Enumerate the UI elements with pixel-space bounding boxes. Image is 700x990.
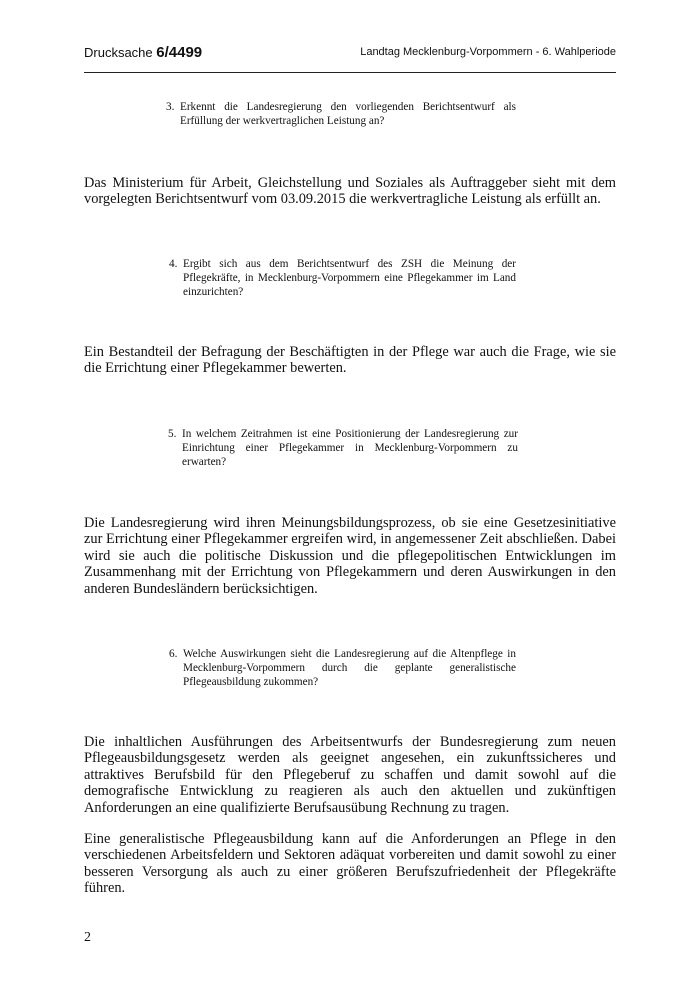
- answer-5: Die Landesregierung wird ihren Meinungsbildungsprozess, ob sie eine Gesetzesinitiative zur Errichtung einer Pflegekammer ergreifen wird, in angemessener Zeit abschließen. Dabei wird sie auch die politische Diskussion und die pflegepolitischen Entwicklungen im Zusammenhang mit der Errichtung von Pflegekammern und deren Auswirkungen in den anderen Bundesländern berücksichtigen.: [84, 515, 616, 597]
- question-3: [166, 100, 516, 128]
- question-4: [169, 257, 516, 299]
- answer-6: Die inhaltlichen Ausführungen des Arbeitsentwurfs der Bundesregierung zum neuen Pflegeausbildungsgesetz werden als geeignet angesehen, ein zukunftssicheres und attraktives Berufsbild für den Pflegeberuf zu schaffen und damit sowohl auf die demografische Entwicklung zu reagieren als auch den aktuellen und zukünftigen Anforderungen an eine qualifizierte Berufsausübung Rechnung zu tragen.: [84, 734, 616, 816]
- question-text: Erkennt die Landesregierung den vorliegenden Berichtsentwurf als Erfüllung der werkvertraglichen Leistung an?: [180, 101, 516, 127]
- document-label: Drucksache: [84, 45, 157, 60]
- question-number: 5.: [168, 428, 177, 440]
- question-5: [168, 427, 518, 469]
- question-text: Ergibt sich aus dem Berichtsentwurf des ZSH die Meinung der Pflegekräfte, in Mecklenburg-Vorpommern eine Pflegekammer im Land einzurichten?: [183, 258, 516, 298]
- page-number: 2: [84, 930, 91, 945]
- answer-6-continued: Eine generalistische Pflegeausbildung kann auf die Anforderungen an Pflege in den verschiedenen Arbeitsfeldern und Sektoren adäquat vorbereiten und damit sowohl zu einer besseren Versorgung als auch zu einer größeren Berufszufriedenheit der Pflegekräfte führen.: [84, 831, 616, 897]
- answer-4: Ein Bestandteil der Befragung der Beschäftigten in der Pflege war auch die Frage, wie sie die Errichtung einer Pflegekammer bewerten.: [84, 344, 616, 377]
- answer-3: Das Ministerium für Arbeit, Gleichstellung und Soziales als Auftraggeber sieht mit dem vorgelegten Berichtsentwurf vom 03.09.2015 die werkvertragliche Leistung als erfüllt an.: [84, 175, 616, 208]
- question-6: [169, 647, 516, 689]
- question-text: In welchem Zeitrahmen ist eine Positionierung der Landesregierung zur Einrichtung einer Pflegekammer in Mecklenburg-Vorpommern zu erwarten?: [182, 428, 518, 468]
- question-number: 6.: [169, 648, 178, 660]
- header-divider: [84, 72, 616, 73]
- document-number: [84, 44, 202, 61]
- question-number: 3.: [166, 101, 175, 113]
- document-number-value: 6/4499: [156, 44, 203, 61]
- question-text: Welche Auswirkungen sieht die Landesregierung auf die Altenpflege in Mecklenburg-Vorpommern durch die geplante generalistische Pflegeausbildung zukommen?: [183, 648, 516, 688]
- parliament-title: Landtag Mecklenburg-Vorpommern - 6. Wahlperiode: [360, 46, 616, 58]
- question-number: 4.: [169, 258, 178, 270]
